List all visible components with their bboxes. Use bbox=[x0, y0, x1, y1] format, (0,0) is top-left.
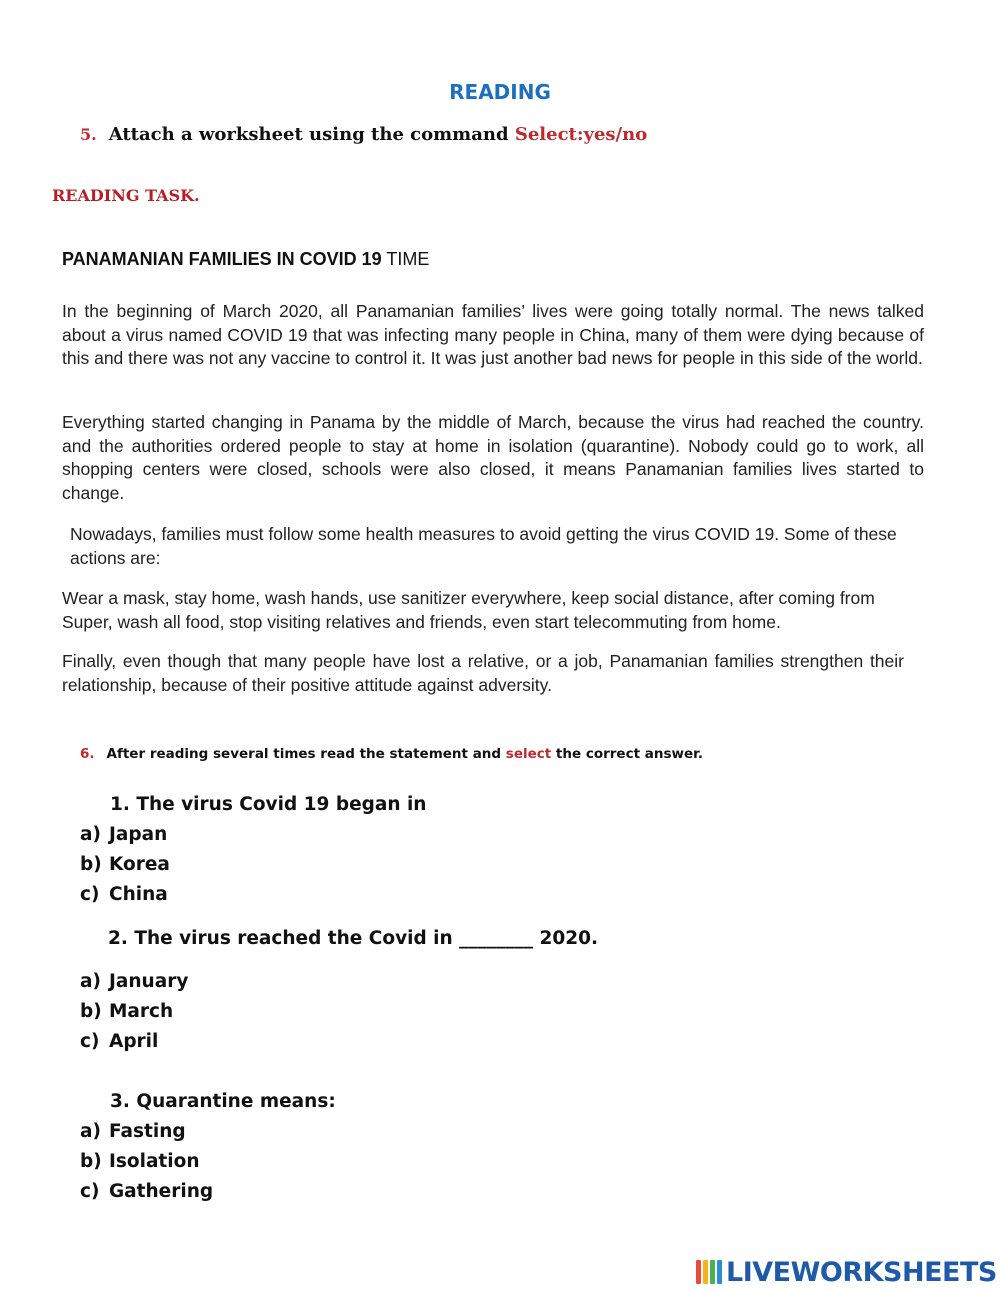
question-3-option-a[interactable] bbox=[80, 1121, 186, 1142]
instruction-6 bbox=[80, 746, 703, 762]
question-2-prompt: 2. The virus reached the Covid in ________ 2020. bbox=[108, 928, 599, 949]
instruction-number: 6. bbox=[80, 746, 95, 762]
question-2-option-c[interactable] bbox=[80, 1031, 158, 1052]
option-text: January bbox=[109, 971, 189, 992]
liveworksheets-logo bbox=[696, 1256, 997, 1288]
question-2-option-b[interactable] bbox=[80, 1001, 173, 1022]
question-3-option-c[interactable] bbox=[80, 1181, 213, 1202]
instruction-command: Select:yes/no bbox=[514, 124, 648, 145]
instruction-text: Attach a worksheet using the command bbox=[108, 124, 509, 145]
logo-block bbox=[703, 1260, 708, 1284]
question-1-option-c[interactable] bbox=[80, 884, 168, 905]
question-3-prompt: 3. Quarantine means: bbox=[110, 1091, 336, 1112]
article-paragraph: Everything started changing in Panama by the middle of March, because the virus had reached the country. and the authorities ordered people to stay at home in isolation (quarantine). Nobody could go to work, all shopping centers were closed, schools were also closed, it means Panamanian families lives started to change. bbox=[62, 412, 924, 503]
article-paragraph: Wear a mask, stay home, wash hands, use sanitizer everywhere, keep social distance, after coming from Super, wash all food, stop visiting relatives and friends, even start telecommuting from home. bbox=[62, 588, 875, 632]
option-text: China bbox=[109, 884, 168, 905]
option-letter: a) bbox=[80, 1121, 101, 1142]
question-1-prompt: 1. The virus Covid 19 began in bbox=[110, 794, 427, 815]
page-heading: READING bbox=[449, 80, 551, 104]
option-letter: a) bbox=[80, 971, 101, 992]
instruction-5 bbox=[80, 124, 647, 145]
reading-task-label: READING TASK. bbox=[52, 186, 200, 205]
option-text: Japan bbox=[109, 824, 168, 845]
article-paragraph: Finally, even though that many people have lost a relative, or a job, Panamanian families strengthen their relationship, because of their positive attitude against adversity. bbox=[62, 651, 904, 695]
logo-block bbox=[717, 1260, 722, 1284]
option-letter: b) bbox=[80, 1001, 102, 1022]
option-text: April bbox=[109, 1031, 159, 1052]
option-text: Gathering bbox=[109, 1181, 214, 1202]
article-title-bold: PANAMANIAN FAMILIES IN COVID 19 bbox=[62, 249, 382, 269]
article-paragraph: In the beginning of March 2020, all Panamanian families’ lives were going totally normal. The news talked about a virus named COVID 19 that was infecting many people in China, many of them were dying because of this and there was not any vaccine to control it. It was just another bad news for people in this side of the world. bbox=[62, 301, 924, 368]
logo-blocks-icon bbox=[696, 1260, 722, 1284]
option-text: Korea bbox=[109, 854, 170, 875]
instruction-text-before: After reading several times read the statement and bbox=[106, 746, 502, 762]
question-1-option-b[interactable] bbox=[80, 854, 170, 875]
option-letter: b) bbox=[80, 1151, 102, 1172]
question-1-option-a[interactable] bbox=[80, 824, 167, 845]
option-letter: a) bbox=[80, 824, 101, 845]
option-letter: c) bbox=[80, 884, 100, 905]
option-text: March bbox=[109, 1001, 174, 1022]
article-title-rest: TIME bbox=[381, 249, 430, 269]
instruction-number: 5. bbox=[80, 125, 97, 144]
article-title bbox=[62, 249, 429, 270]
article-paragraph: Nowadays, families must follow some health measures to avoid getting the virus COVID 19. Some of these actions are: bbox=[70, 524, 897, 568]
option-text: Fasting bbox=[109, 1121, 186, 1142]
logo-text: LIVEWORKSHEETS bbox=[726, 1256, 997, 1288]
instruction-text-after: the correct answer. bbox=[555, 746, 703, 762]
option-text: Isolation bbox=[109, 1151, 200, 1172]
option-letter: c) bbox=[80, 1181, 100, 1202]
question-3-option-b[interactable] bbox=[80, 1151, 200, 1172]
option-letter: b) bbox=[80, 854, 102, 875]
logo-block bbox=[696, 1260, 701, 1284]
instruction-highlight: select bbox=[505, 746, 552, 762]
question-2-option-a[interactable] bbox=[80, 971, 188, 992]
logo-block bbox=[710, 1260, 715, 1284]
option-letter: c) bbox=[80, 1031, 100, 1052]
